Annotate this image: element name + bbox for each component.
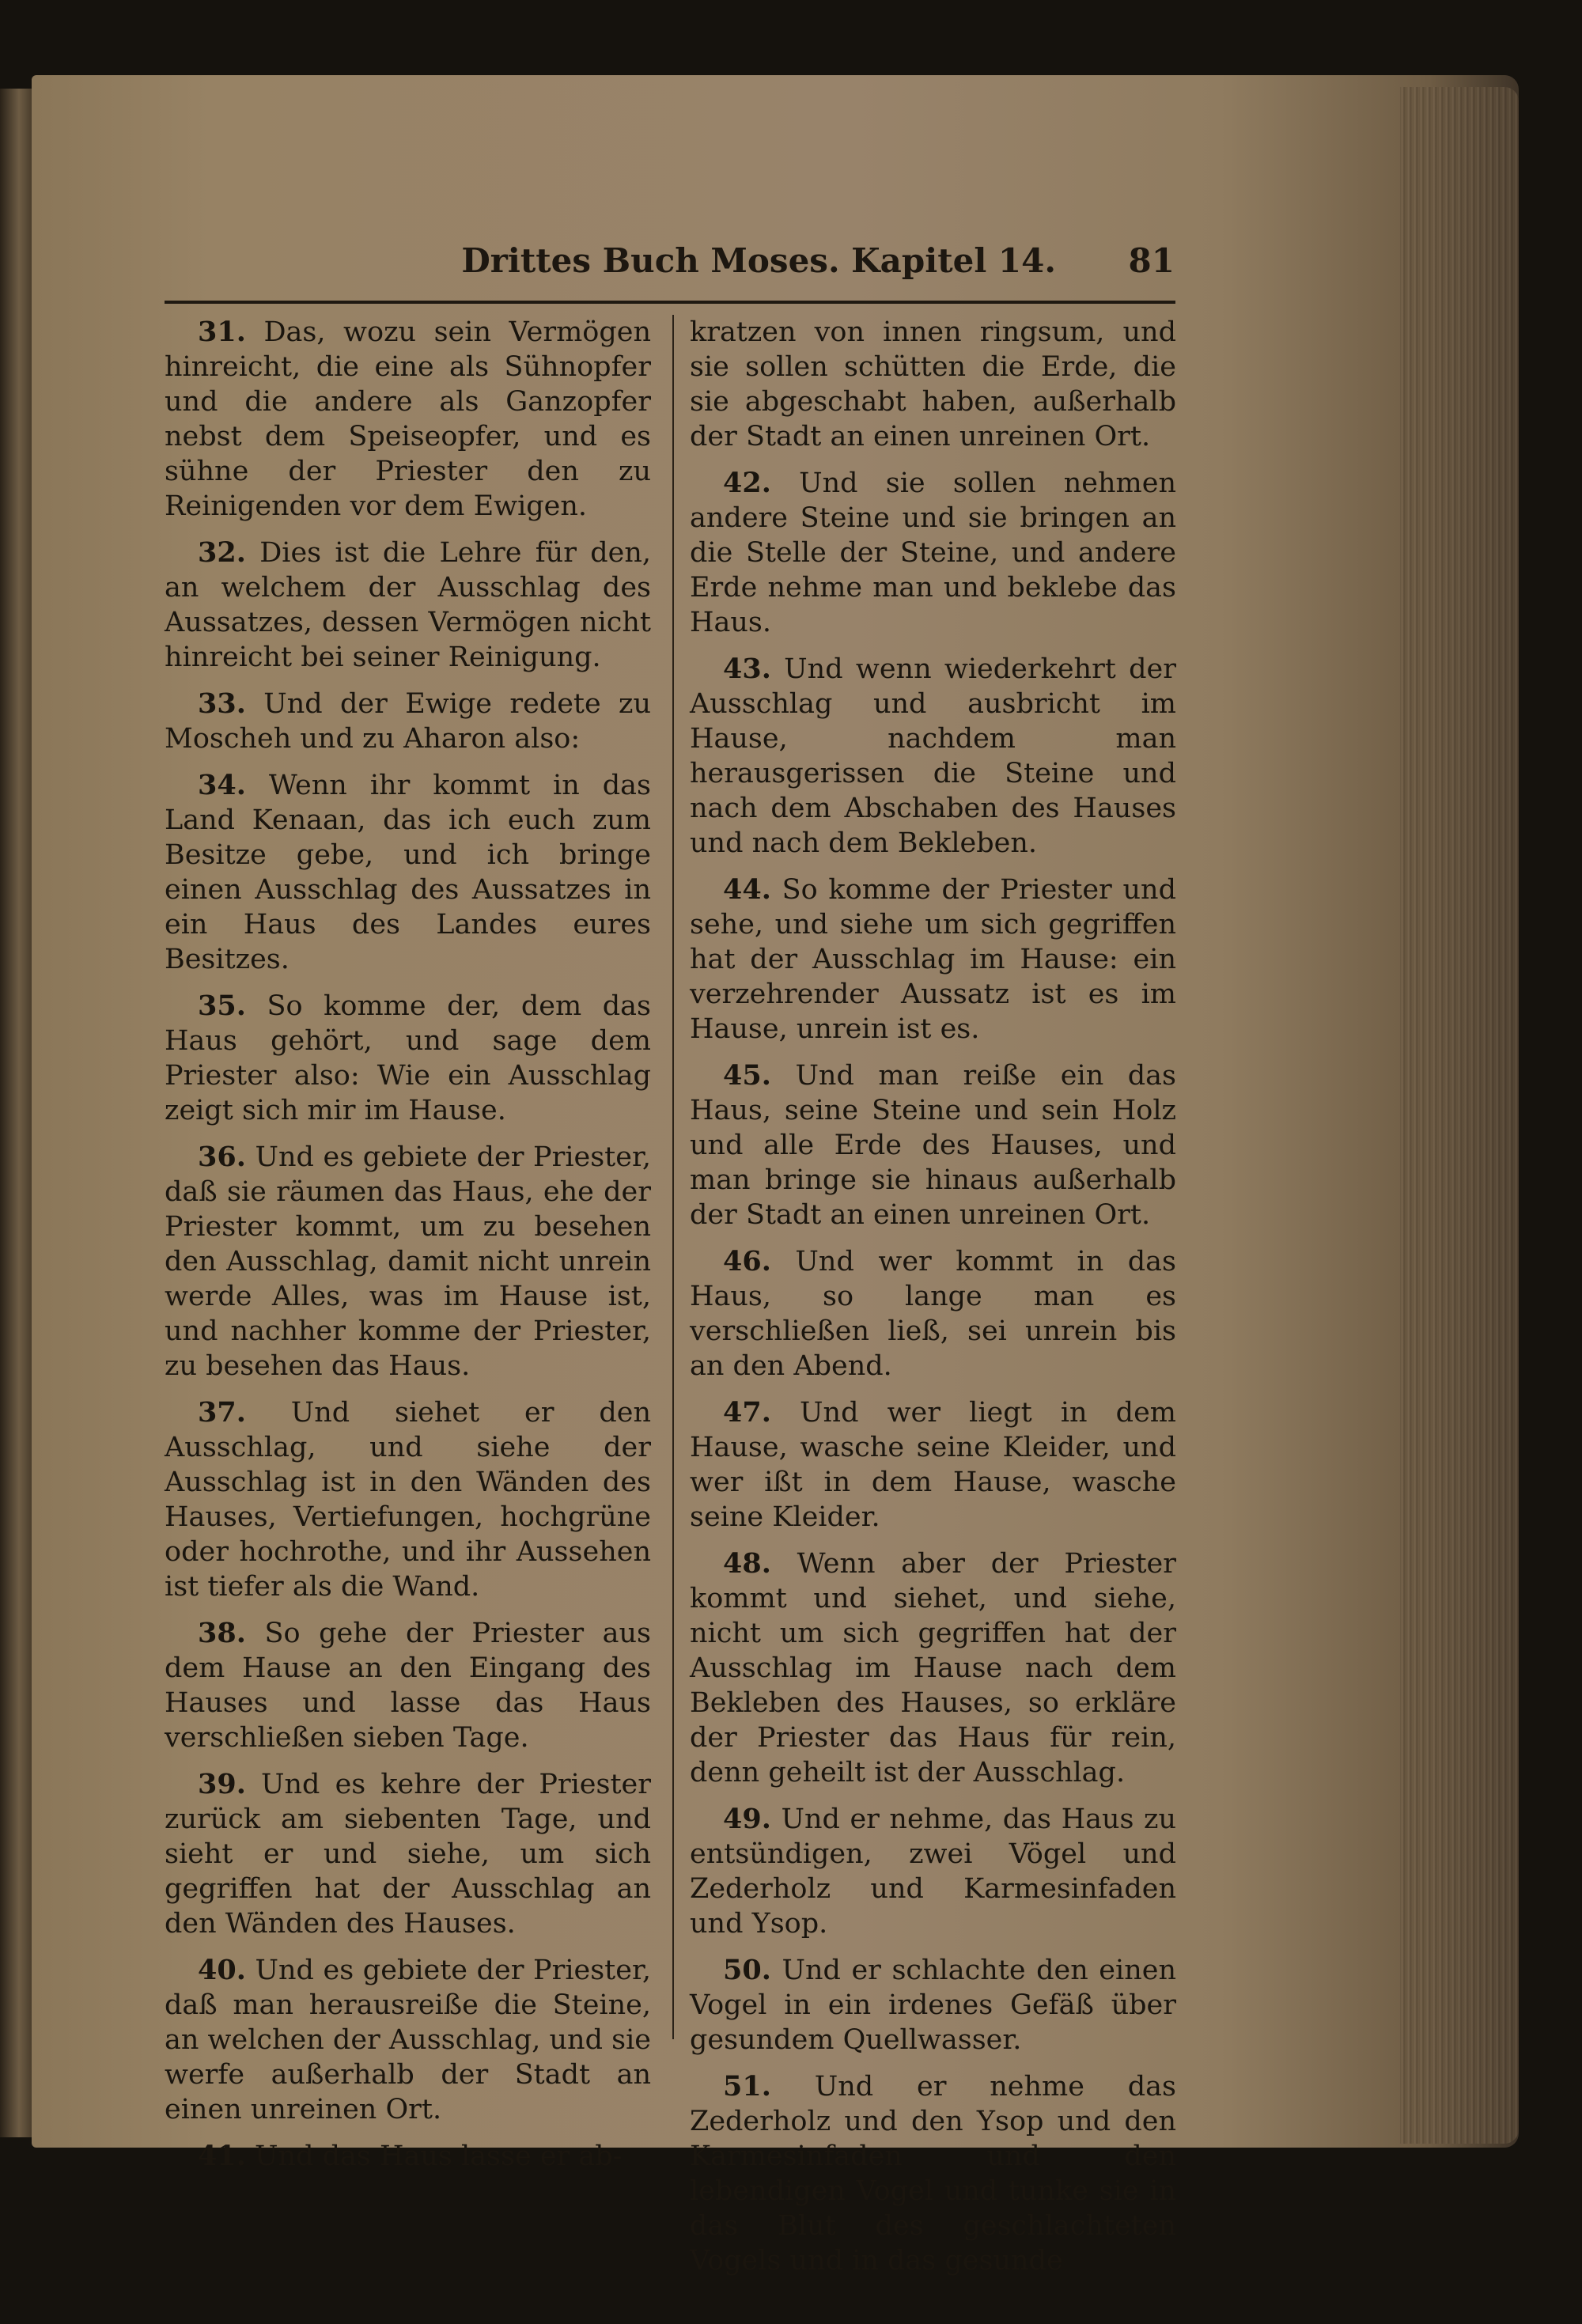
verse-number: 50. [723, 1954, 771, 1986]
verse-text: Wenn aber der Priester kommt und siehet, und siehe, nicht um sich gegriffen hat der Ausschlag im Hause nach dem Bekleben des Hauses, so erkläre der Priester das Haus für rein, denn geheilt ist der Ausschlag. [690, 1548, 1176, 1788]
header-rule [165, 301, 1175, 304]
verse-paragraph [165, 1953, 651, 2127]
verse-paragraph [690, 652, 1176, 861]
verse-number: 45. [723, 1059, 771, 1092]
verse-number: 35. [198, 990, 246, 1022]
verse-text: Und das Haus lasse er ab- [255, 2140, 623, 2172]
verse-text: Und er nehme, das Haus zu entsündigen, zwei Vögel und Zederholz und Karmesinfaden und Ysop. [690, 1804, 1176, 1940]
left-column [165, 315, 651, 2186]
verse-number: 40. [198, 1954, 246, 1986]
verse-text: So gehe der Priester aus dem Hause an den Eingang des Hauses und lasse das Haus verschließen sieben Tage. [165, 1618, 651, 1754]
verse-text: Und siehet er den Ausschlag, und siehe der Ausschlag ist in den Wänden des Hauses, Vertiefungen, hochgrüne oder hochrothe, und ihr Aussehen ist tiefer als die Wand. [165, 1397, 651, 1603]
verse-number: 48. [723, 1547, 771, 1580]
verse-paragraph [690, 1244, 1176, 1383]
column-divider [672, 315, 674, 2039]
verse-paragraph [165, 1767, 651, 1941]
verse-text: So komme der, dem das Haus gehört, und sage dem Priester also: Wie ein Ausschlag zeigt sich mir im Hause. [165, 990, 651, 1126]
verse-paragraph [690, 2069, 1176, 2278]
verse-number: 47. [723, 1396, 771, 1429]
verse-number: 38. [198, 1617, 246, 1649]
verse-paragraph [690, 1395, 1176, 1535]
verse-number: 31. [198, 316, 246, 348]
verse-paragraph [165, 315, 651, 524]
verse-text: Und er schlachte den einen Vogel in ein irdenes Gefäß über gesundem Quellwasser. [690, 1955, 1176, 2056]
running-header [158, 241, 1175, 289]
verse-text: Und wer liegt in dem Hause, wasche seine Kleider, und wer ißt in dem Hause, wasche seine Kleider. [690, 1397, 1176, 1533]
verse-paragraph [690, 1802, 1176, 1941]
verse-text: kratzen von innen ringsum, und sie sollen schütten die Erde, die sie abgeschabt haben, außerhalb der Stadt an einen unreinen Ort. [690, 316, 1176, 452]
right-column [690, 315, 1176, 2290]
verse-number: 41. [198, 2140, 246, 2172]
verse-text: Und wer kommt in das Haus, so lange man es verschließen ließ, sei unrein bis an den Abend. [690, 1246, 1176, 1382]
verse-paragraph [165, 1616, 651, 1755]
verse-paragraph [690, 466, 1176, 640]
verse-number: 34. [198, 769, 246, 801]
verse-text: Und es kehre der Priester zurück am siebenten Tage, und sieht er und siehe, um sich gegriffen hat der Ausschlag an den Wänden des Hauses. [165, 1769, 651, 1940]
verse-number: 49. [723, 1803, 771, 1835]
verse-paragraph [165, 1140, 651, 1383]
header-title: Drittes Buch Moses. Kapitel 14. [461, 241, 1056, 280]
verse-text: Und man reiße ein das Haus, seine Steine und sein Holz und alle Erde des Hauses, und man bringe sie hinaus außerhalb der Stadt an einen unreinen Ort. [690, 1060, 1176, 1231]
verse-number: 36. [198, 1141, 246, 1173]
page-stack-edge [1400, 87, 1519, 2144]
verse-text: Und der Ewige redete zu Moscheh und zu Aharon also: [165, 688, 651, 755]
verse-paragraph [690, 1953, 1176, 2057]
verse-paragraph [165, 989, 651, 1128]
verse-paragraph [165, 536, 651, 675]
verse-paragraph [165, 1395, 651, 1604]
verse-paragraph [690, 315, 1176, 454]
left-page-edge [0, 89, 32, 2137]
verse-text: Und er nehme das Zederholz und den Ysop und den Karmesinfaden und den lebendigen Vogel und tunke sie in das Blut des geschlachteten Vogels und in das gesunde [690, 2071, 1176, 2277]
verse-number: 46. [723, 1245, 771, 1277]
verse-paragraph [690, 1058, 1176, 1232]
verse-number: 44. [723, 873, 771, 906]
verse-number: 39. [198, 1768, 246, 1800]
verse-text: Und sie sollen nehmen andere Steine und sie bringen an die Stelle der Steine, und andere Erde nehme man und beklebe das Haus. [690, 467, 1176, 638]
verse-text: Und wenn wiederkehrt der Ausschlag und ausbricht im Hause, nachdem man herausgerissen die Steine und nach dem Abschaben des Hauses und nach dem Bekleben. [690, 653, 1176, 859]
verse-text: Und es gebiete der Priester, daß man herausreiße die Steine, an welchen der Ausschlag, und sie werfe außerhalb der Stadt an einen unreinen Ort. [165, 1955, 651, 2125]
verse-number: 42. [723, 467, 771, 499]
verse-text: So komme der Priester und sehe, und siehe um sich gegriffen hat der Ausschlag im Hause: ein verzehrender Aussatz ist es im Hause, unrein ist es. [690, 874, 1176, 1045]
verse-number: 43. [723, 653, 771, 685]
verse-paragraph [165, 768, 651, 977]
verse-number: 33. [198, 687, 246, 720]
verse-text: Dies ist die Lehre für den, an welchem der Ausschlag des Aussatzes, dessen Vermögen nicht hinreicht bei seiner Reinigung. [165, 537, 651, 673]
verse-paragraph [165, 2139, 651, 2174]
verse-text: Wenn ihr kommt in das Land Kenaan, das ich euch zum Besitze gebe, und ich bringe einen Ausschlag des Aussatzes in ein Haus des Landes eures Besitzes. [165, 770, 651, 975]
verse-number: 32. [198, 536, 246, 569]
verse-number: 37. [198, 1396, 246, 1429]
verse-paragraph [690, 1546, 1176, 1790]
verse-paragraph [690, 872, 1176, 1047]
page-number: 81 [1128, 241, 1175, 280]
verse-number: 51. [723, 2070, 771, 2103]
verse-text: Das, wozu sein Vermögen hinreicht, die eine als Sühnopfer und die andere als Ganzopfer nebst dem Speiseopfer, und es sühne der Priester den zu Reinigenden vor dem Ewigen. [165, 316, 651, 522]
verse-paragraph [165, 687, 651, 756]
verse-text: Und es gebiete der Priester, daß sie räumen das Haus, ehe der Priester kommt, um zu besehen den Ausschlag, damit nicht unrein werde Alles, was im Hause ist, und nachher komme der Priester, zu besehen das Haus. [165, 1141, 651, 1382]
